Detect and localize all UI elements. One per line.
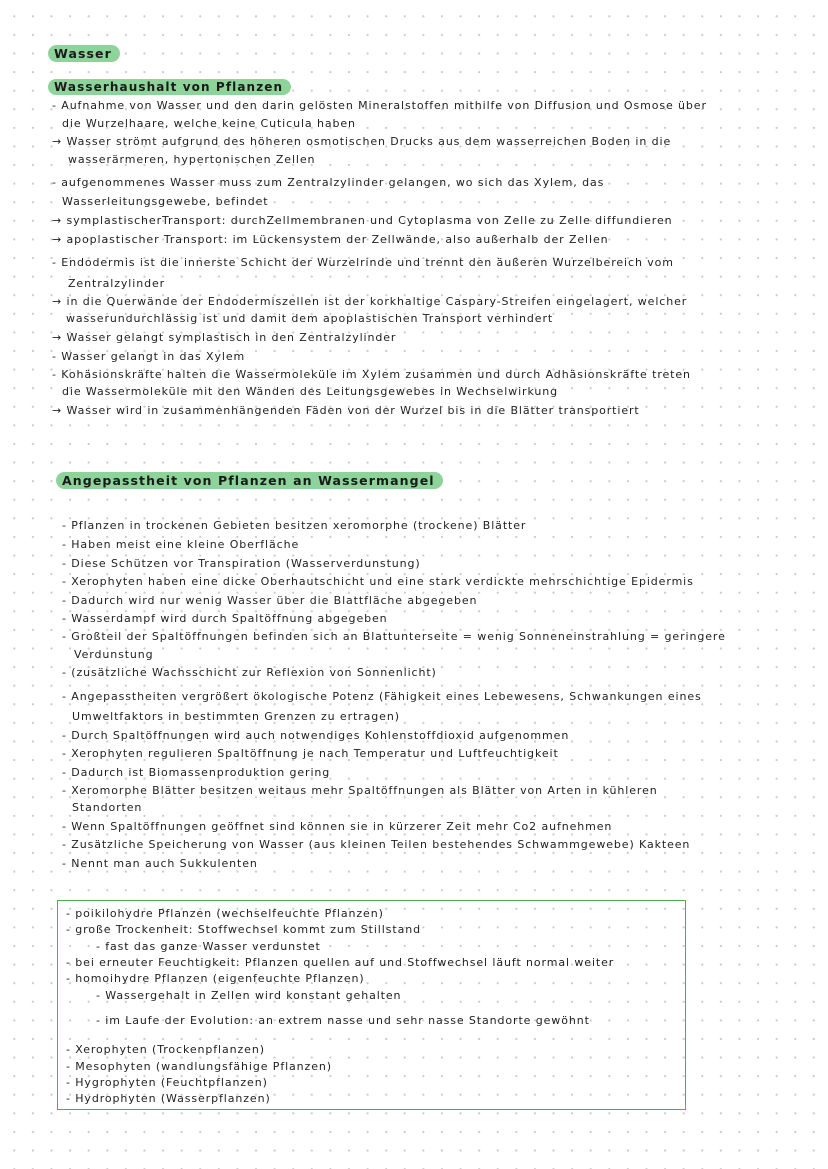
text-line: - Xeromorphe Blätter besitzen weitaus mehr Spaltöffnungen als Blätter von Arten in kühleren [62, 784, 658, 797]
text-line: Zentralzylinder [68, 277, 166, 290]
text-line: - Xerophyten regulieren Spaltöffnung je nach Temperatur und Luftfeuchtigkeit [62, 747, 559, 760]
text-line: die Wassermoleküle mit den Wänden des Leitungsgewebes in Wechselwirkung [62, 385, 558, 398]
text-line: → in die Querwände der Endodermiszellen ist der korkhaltige Caspary-Streifen eingelagert, welcher [52, 295, 688, 308]
text-line: - Hygrophyten (Feuchtpflanzen) [66, 1076, 268, 1089]
text-line: → Wasser strömt aufgrund des höheren osmotischen Drucks aus dem wasserreichen Boden in die [52, 135, 672, 148]
text-line: die Wurzelhaare, welche keine Cuticula haben [62, 117, 356, 130]
text-line: - (zusätzliche Wachsschicht zur Reflexion von Sonnenlicht) [62, 666, 437, 679]
text-line: - Angepasstheiten vergrößert ökologische Potenz (Fähigkeit eines Lebewesens, Schwankungen eines [62, 690, 702, 703]
text-line: Standorten [72, 801, 143, 814]
text-line: - aufgenommenes Wasser muss zum Zentralzylinder gelangen, wo sich das Xylem, das [52, 176, 605, 189]
text-line: wasserundurchlässig ist und damit dem apoplastischen Transport verhindert [66, 312, 554, 325]
text-line: → symplastischerTransport: durchZellmembranen und Cytoplasma von Zelle zu Zelle diffundieren [52, 214, 673, 227]
text-line: - Nennt man auch Sukkulenten [62, 857, 258, 870]
text-line: - Endodermis ist die innerste Schicht der Wurzelrinde und trennt den äußeren Wurzelbereich vom [52, 256, 674, 269]
text-line: - im Laufe der Evolution: an extrem nasse und sehr nasse Standorte gewöhnt [96, 1014, 590, 1027]
text-line: wasserärmeren, hypertonischen Zellen [68, 153, 316, 166]
page-title: Wasser [48, 45, 120, 62]
text-line: - große Trockenheit: Stoffwechsel kommt zum Stillstand [66, 923, 421, 936]
text-line: - Diese Schützen vor Transpiration (Wasserverdunstung) [62, 557, 421, 570]
text-line: - Wenn Spaltöffnungen geöffnet sind können sie in kürzerer Zeit mehr Co2 aufnehmen [62, 820, 613, 833]
text-line: - Hydrophyten (Wasserpflanzen) [66, 1092, 271, 1105]
text-line: - Kohäsionskräfte halten die Wassermoleküle im Xylem zusammen und durch Adhäsionskräfte treten [52, 368, 691, 381]
text-line: - fast das ganze Wasser verdunstet [96, 940, 321, 953]
text-line: - Großteil der Spaltöffnungen befinden sich an Blattunterseite = wenig Sonneneinstrahlung = geringere [62, 630, 726, 643]
text-line: Wasserleitungsgewebe, befindet [62, 195, 269, 208]
text-line: - Durch Spaltöffnungen wird auch notwendiges Kohlenstoffdioxid aufgenommen [62, 729, 570, 742]
text-line: Verdunstung [74, 648, 154, 661]
text-line: - Xerophyten haben eine dicke Oberhautschicht und eine stark verdickte mehrschichtige Epidermis [62, 575, 694, 588]
text-line: - Mesophyten (wandlungsfähige Pflanzen) [66, 1060, 332, 1073]
text-line: - Haben meist eine kleine Oberfläche [62, 538, 300, 551]
section-heading-wasserhaushalt: Wasserhaushalt von Pflanzen [48, 79, 291, 95]
text-line: - Zusätzliche Speicherung von Wasser (aus kleinen Teilen bestehendes Schwammgewebe) Kakteen [62, 838, 691, 851]
text-line: - poikilohydre Pflanzen (wechselfeuchte Pflanzen) [66, 907, 384, 920]
text-line: - Wassergehalt in Zellen wird konstant gehalten [96, 989, 402, 1002]
text-line: Umweltfaktors in bestimmten Grenzen zu ertragen) [72, 710, 400, 723]
text-line: - Aufnahme von Wasser und den darin gelösten Mineralstoffen mithilfe von Diffusion und Osmose über [52, 99, 707, 112]
text-line: - Dadurch ist Biomassenproduktion gering [62, 766, 331, 779]
text-line: → apoplastischer Transport: im Lückensystem der Zellwände, also außerhalb der Zellen [52, 233, 609, 246]
text-line: → Wasser gelangt symplastisch in den Zentralzylinder [52, 331, 397, 344]
text-line: - Wasser gelangt in das Xylem [52, 350, 246, 363]
section-heading-angepasstheit: Angepasstheit von Pflanzen an Wassermangel [56, 472, 443, 489]
text-line: → Wasser wird in zusammenhängenden Fäden von der Wurzel bis in die Blätter transportiert [52, 404, 640, 417]
text-line: - homoihydre Pflanzen (eigenfeuchte Pflanzen) [66, 972, 365, 985]
text-line: - bei erneuter Feuchtigkeit: Pflanzen quellen auf und Stoffwechsel läuft normal weiter [66, 956, 615, 969]
text-line: - Wasserdampf wird durch Spaltöffnung abgegeben [62, 612, 388, 625]
text-line: - Pflanzen in trockenen Gebieten besitzen xeromorphe (trockene) Blätter [62, 519, 527, 532]
text-line: - Dadurch wird nur wenig Wasser über die Blattfläche abgegeben [62, 594, 478, 607]
text-line: - Xerophyten (Trockenpflanzen) [66, 1043, 265, 1056]
